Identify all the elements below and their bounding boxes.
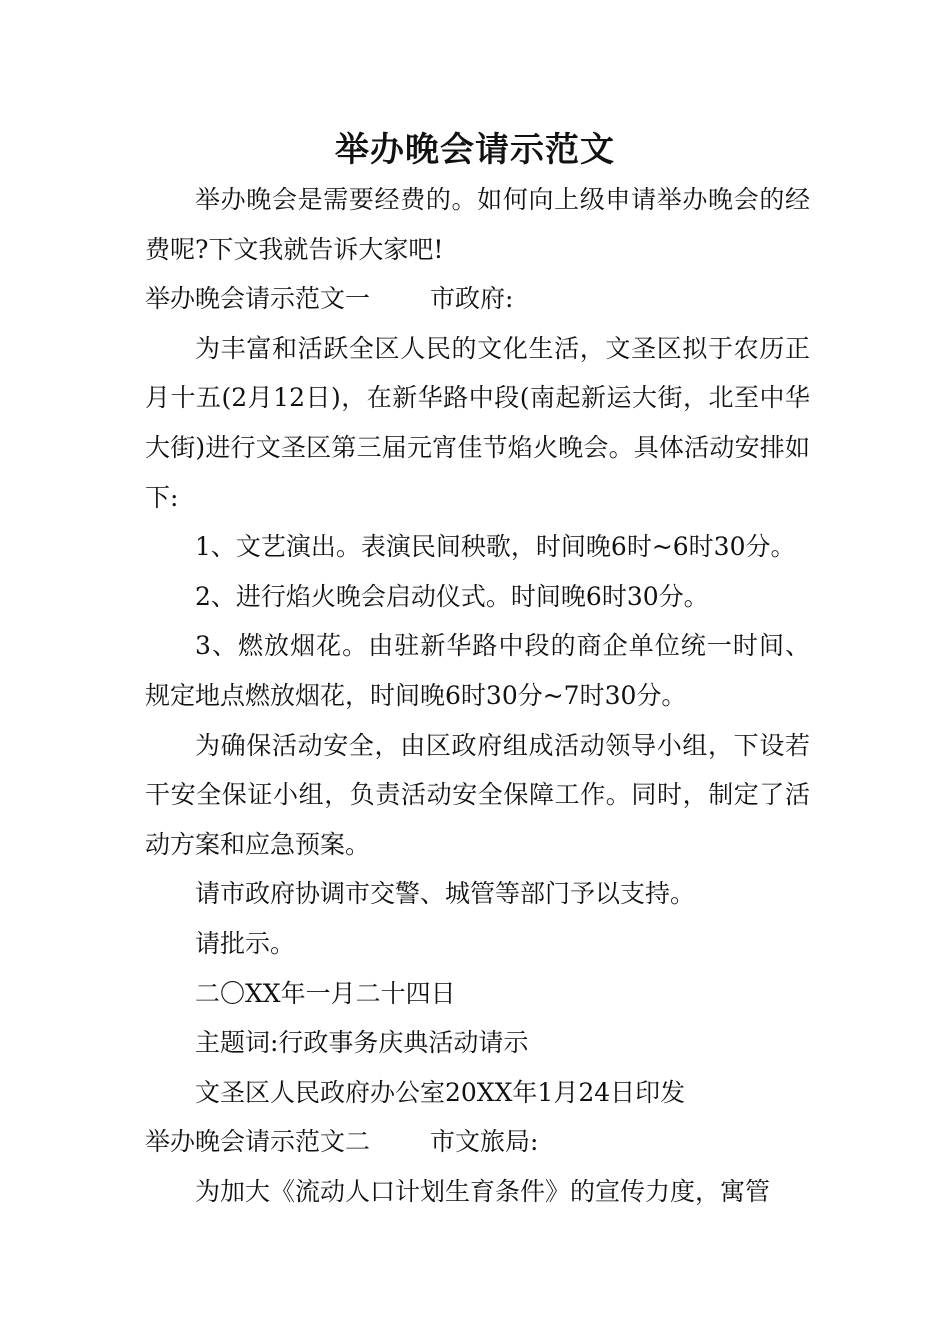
sample1-date: 二〇XX年一月二十四日 bbox=[195, 978, 456, 1008]
sample2-heading: 举办晚会请示范文二 bbox=[145, 1127, 371, 1157]
sample2-heading-line bbox=[145, 1117, 810, 1167]
sample1-item-3: 3、燃放烟花。由驻新华路中段的商企单位统一时间、规定地点燃放烟花，时间晚6时30分~7时30分。 bbox=[145, 631, 810, 710]
sample1-closing: 请批示。 bbox=[195, 928, 296, 958]
sample1-paragraph-2: 为确保活动安全，由区政府组成活动领导小组，下设若干安全保证小组，负责活动安全保障工作。同时，制定了活动方案和应急预案。 bbox=[145, 730, 810, 859]
sample2-paragraph-1: 为加大《流动人口计划生育条件》的宣传力度，寓管 bbox=[195, 1176, 771, 1206]
document-body bbox=[145, 175, 810, 1216]
intro-paragraph: 举办晚会是需要经费的。如何向上级申请举办晚会的经费呢?下文我就告诉大家吧! bbox=[145, 185, 810, 264]
sample1-subject: 主题词:行政事务庆典活动请示 bbox=[195, 1028, 529, 1058]
sample1-issued: 文圣区人民政府办公室20XX年1月24日印发 bbox=[195, 1077, 686, 1107]
sample2-addressee: 市文旅局: bbox=[430, 1127, 539, 1157]
sample1-item-2: 2、进行焰火晚会启动仪式。时间晚6时30分。 bbox=[195, 581, 709, 611]
sample1-item-1: 1、文艺演出。表演民间秧歌，时间晚6时~6时30分。 bbox=[195, 532, 796, 562]
sample1-heading: 举办晚会请示范文一 bbox=[145, 284, 371, 314]
document-title: 举办晚会请示范文 bbox=[335, 130, 615, 170]
sample1-heading-line bbox=[145, 274, 810, 324]
sample1-addressee: 市政府: bbox=[430, 284, 514, 314]
sample1-paragraph-1: 为丰富和活跃全区人民的文化生活，文圣区拟于农历正月十五(2月12日)，在新华路中段(南起新运大街，北至中华大街)进行文圣区第三届元宵佳节焰火晚会。具体活动安排如下: bbox=[145, 333, 810, 512]
sample1-request: 请市政府协调市交警、城管等部门予以支持。 bbox=[195, 879, 696, 909]
